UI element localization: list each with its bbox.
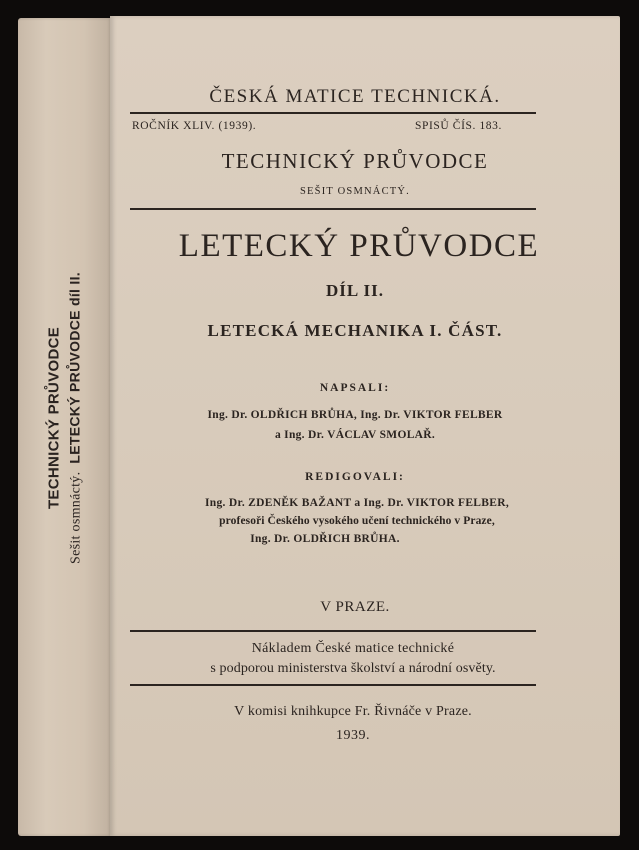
series-number: SPISŮ ČÍS. 183.: [415, 120, 502, 132]
publication-place: V PRAZE.: [320, 599, 390, 615]
divider-top: [130, 112, 536, 114]
main-title: LETECKÝ PRŮVODCE: [178, 228, 540, 264]
series-title: TECHNICKÝ PRŮVODCE: [221, 149, 489, 173]
spine-part: LETECKÝ PRŮVODCE díl II.: [66, 272, 83, 464]
spine-part-line: [67, 272, 85, 564]
publisher-name: ČESKÁ MATICE TECHNICKÁ.: [209, 86, 501, 107]
authors-heading: NAPSALI:: [319, 382, 391, 394]
authors-line-2: a Ing. Dr. VÁCLAV SMOLAŘ.: [274, 429, 436, 441]
part-label: DÍL II.: [325, 281, 385, 300]
spine-text: [46, 272, 85, 564]
imprint-line-2: s podporou ministerstva školství a národní osvěty.: [210, 661, 496, 676]
spine-series-title: TECHNICKÝ PRŮVODCE: [45, 326, 63, 510]
front-cover: [110, 16, 620, 836]
divider-imprint-top: [130, 630, 536, 632]
editors-line-3: Ing. Dr. OLDŘICH BRŮHA.: [250, 533, 400, 545]
volume-label: ROČNÍK XLIV. (1939).: [132, 120, 257, 132]
series-issue: SEŠIT OSMNÁCTÝ.: [300, 186, 410, 197]
imprint-line-1: Nákladem České matice technické: [251, 641, 455, 656]
commission-line: V komisi knihkupce Fr. Řivnáče v Praze.: [234, 704, 472, 719]
divider-imprint-bottom: [130, 684, 536, 686]
spine-issue: Sešit osmnáctý.: [68, 471, 84, 564]
book-subtitle: LETECKÁ MECHANIKA I. ČÁST.: [207, 321, 503, 340]
editors-heading: REDIGOVALI:: [305, 471, 405, 483]
book: [14, 12, 626, 838]
authors-line-1: Ing. Dr. OLDŘICH BRŮHA, Ing. Dr. VIKTOR FELBER: [207, 409, 503, 421]
editors-line-1: Ing. Dr. ZDENĚK BAŽANT a Ing. Dr. VIKTOR FELBER,: [205, 497, 509, 509]
divider-series: [130, 208, 536, 210]
editors-line-2: profesoři Českého vysokého učení technického v Praze,: [219, 515, 495, 527]
publication-year: 1939.: [336, 728, 370, 743]
